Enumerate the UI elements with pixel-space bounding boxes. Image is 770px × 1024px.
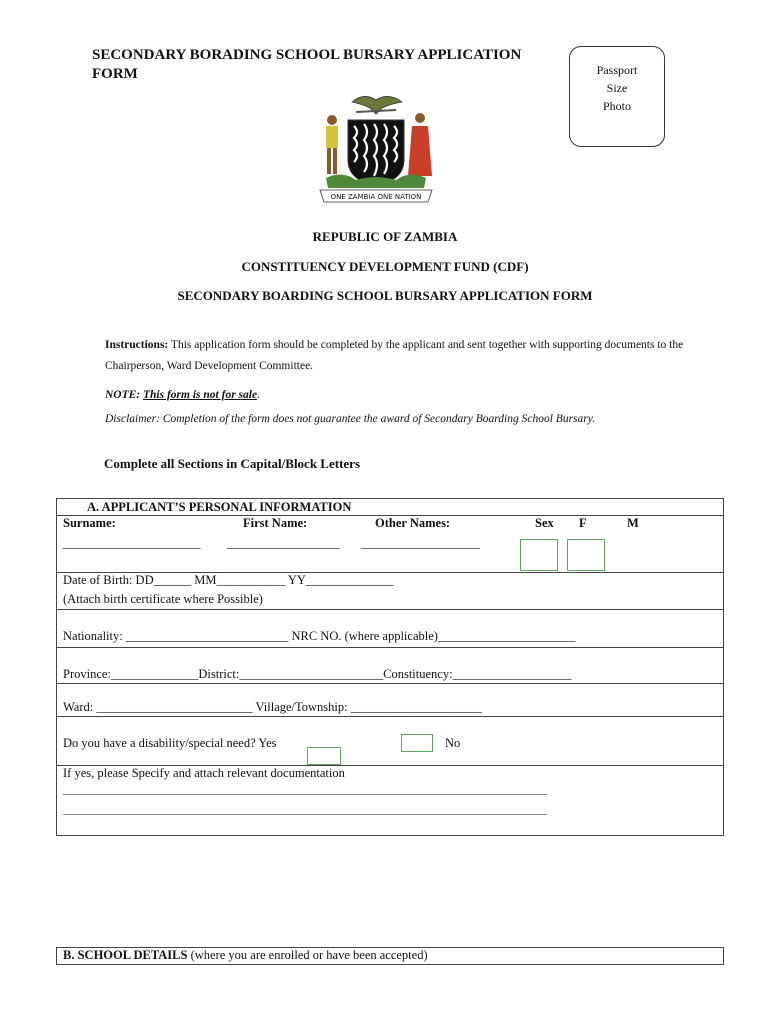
section-b-title: B. SCHOOL DETAILS	[63, 948, 188, 962]
other-names-label: Other Names:	[375, 516, 451, 530]
sex-f-checkbox[interactable]	[520, 539, 558, 571]
disability-question: Do you have a disability/special need? Yes	[63, 736, 277, 750]
surname-input[interactable]: ______________________	[63, 536, 201, 550]
province-district-constituency-field[interactable]: Province:______________District:_______________________Constituency:___________________	[63, 667, 572, 681]
note-label: NOTE:	[105, 389, 141, 401]
photo-label-line3: Photo	[602, 99, 631, 113]
note-line	[105, 389, 705, 401]
zambia-coat-of-arms-icon	[312, 90, 440, 208]
disability-no-label: No	[445, 736, 461, 750]
section-b-header	[56, 947, 724, 965]
dob-note: (Attach birth certificate where Possible)	[63, 592, 263, 606]
surname-label: Surname:	[63, 516, 116, 530]
first-name-input[interactable]: __________________	[227, 536, 340, 550]
first-name-label: First Name:	[243, 516, 308, 530]
heading-form-name: SECONDARY BOARDING SCHOOL BURSARY APPLICATION FORM	[177, 288, 593, 303]
instructions-paragraph	[105, 335, 685, 377]
specify-line-1[interactable]: ________________________________________________________________________________________	[63, 784, 547, 796]
nationality-nrc-field[interactable]: Nationality: __________________________ NRC NO. (where applicable)______________________	[63, 629, 576, 643]
sex-m-label: M	[627, 516, 639, 530]
photo-label-line1: Passport	[596, 63, 638, 77]
capital-letters-instruction: Complete all Sections in Capital/Block Letters	[104, 456, 361, 471]
specify-instruction: If yes, please Specify and attach relevant documentation	[63, 766, 345, 780]
emblem-motto: ONE ZAMBIA ONE NATION	[330, 193, 422, 201]
note-period: .	[257, 389, 260, 401]
specify-line-2[interactable]: ________________________________________________________________________________________	[63, 804, 547, 816]
form-title: SECONDARY BORADING SCHOOL BURSARY APPLICATION FORM	[92, 47, 522, 82]
sex-label: Sex	[535, 516, 554, 530]
sex-m-checkbox[interactable]	[567, 539, 605, 571]
disclaimer-text: Disclaimer: Completion of the form does not guarantee the award of Secondary Boarding School Bursary.	[105, 413, 596, 425]
section-a-form	[56, 498, 724, 836]
other-names-input[interactable]: ___________________	[361, 536, 480, 550]
instructions-text: This application form should be completed by the applicant and sent together with supporting documents to the Chairperson, Ward Development Committee.	[105, 339, 684, 372]
heading-republic: REPUBLIC OF ZAMBIA	[312, 229, 458, 244]
date-of-birth-field[interactable]: Date of Birth: DD______ MM___________ YY______________	[63, 573, 394, 587]
passport-photo-box	[569, 46, 665, 147]
sex-f-label: F	[579, 516, 587, 530]
note-text: This form is not for sale	[143, 389, 258, 401]
disability-yes-checkbox[interactable]	[307, 747, 341, 765]
ward-village-field[interactable]: Ward: _________________________ Village/Township: _____________________	[63, 700, 482, 714]
disability-no-checkbox[interactable]	[401, 734, 433, 752]
heading-fund: CONSTITUENCY DEVELOPMENT FUND (CDF)	[241, 259, 529, 274]
section-a-title: A. APPLICANT’S PERSONAL INFORMATION	[87, 500, 352, 514]
photo-label-line2: Size	[606, 81, 628, 95]
section-b-note: (where you are enrolled or have been accepted)	[187, 948, 428, 962]
instructions-label: Instructions:	[105, 339, 169, 351]
